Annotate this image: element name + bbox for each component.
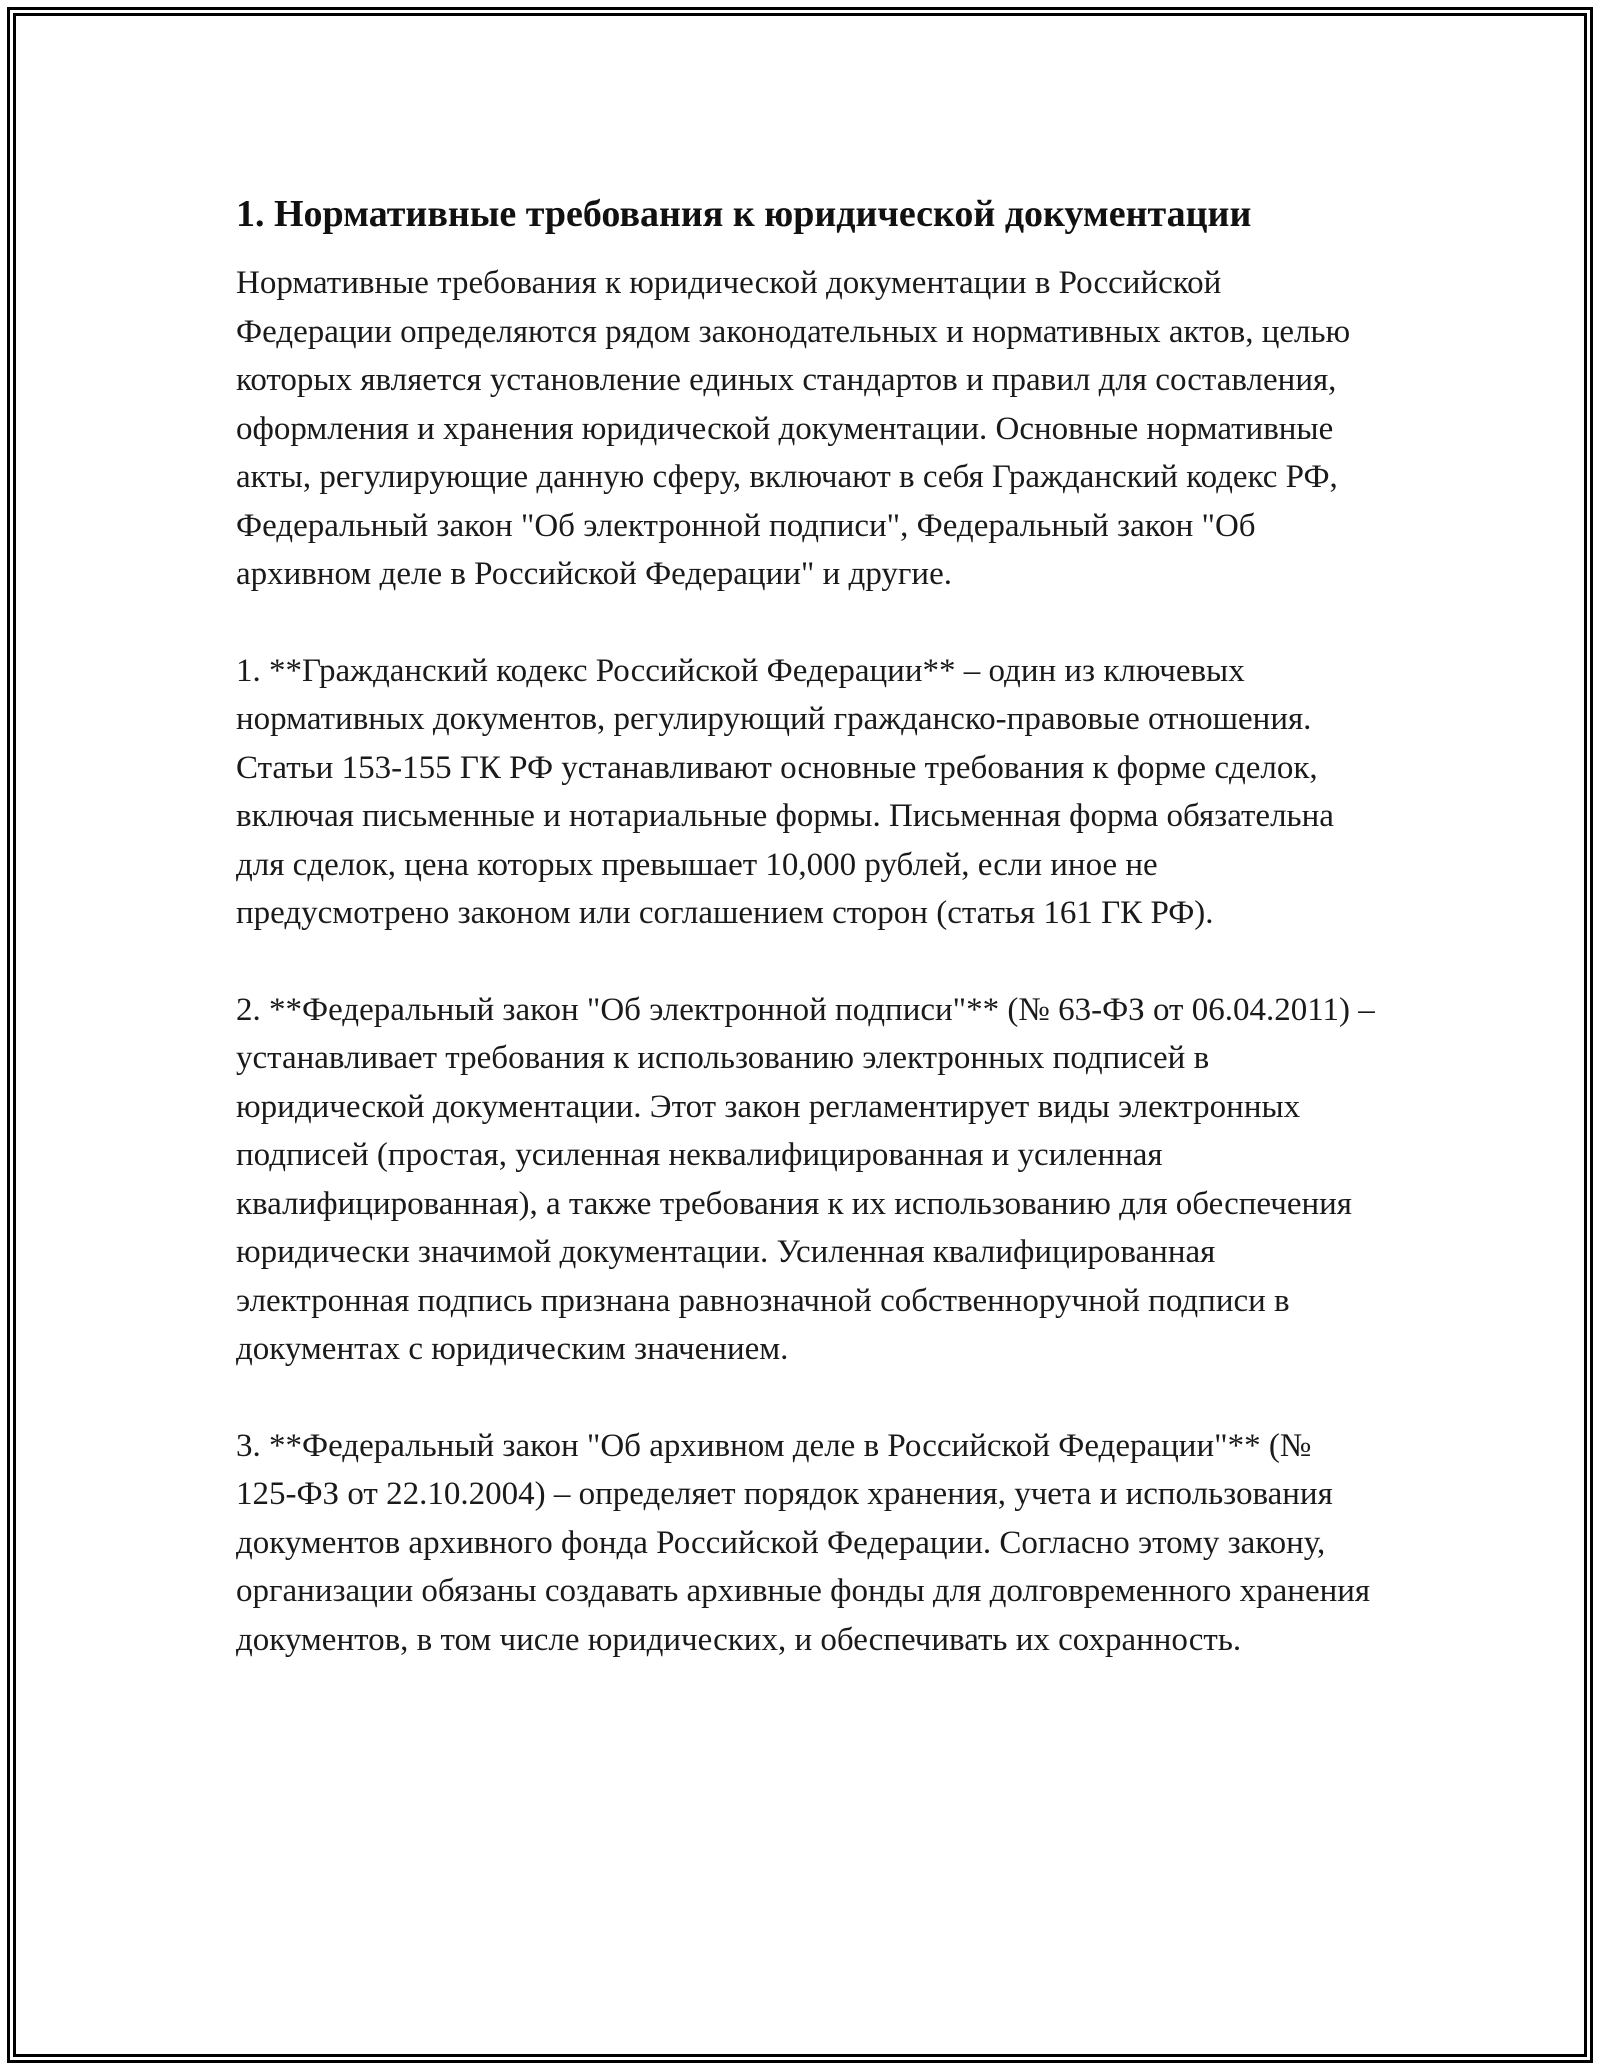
document-body [236, 188, 1376, 1664]
list-item-electronic-signature-law: 2. **Федеральный закон "Об электронной подписи"** (№ 63-ФЗ от 06.04.2011) – устанавливает требования к использованию электронных подписей в юридической документации. Этот закон регламентирует виды электронных подписей (простая, усиленная неквалифицированная и усиленная квалифицированная), а также требования к их использованию для обеспечения юридически значимой документации. Усиленная квалифицированная электронная подпись признана равнозначной собственноручной подписи в документах с юридическим значением. [236, 991, 1375, 1367]
section-heading: 1. Нормативные требования к юридической документации [236, 193, 1252, 235]
intro-paragraph: Нормативные требования к юридической документации в Российской Федерации определяются рядом законодательных и нормативных актов, целью которых является установление единых стандартов и правил для составления, оформления и хранения юридической документации. Основные нормативные акты, регулирующие данную сферу, включают в себя Гражданский кодекс РФ, Федеральный закон "Об электронной подписи", Федеральный закон "Об архивном деле в Российской Федерации" и другие. [236, 265, 1351, 592]
list-item-archive-law: 3. **Федеральный закон "Об архивном деле в Российской Федерации"** (№ 125-ФЗ от 22.10.2004) – определяет порядок хранения, учета и использования документов архивного фонда Российской Федерации. Согласно этому закону, организации обязаны создавать архивные фонды для долговременного хранения документов, в том числе юридических, и обеспечивать их сохранность. [236, 1427, 1371, 1658]
list-item-civil-code: 1. **Гражданский кодекс Российской Федерации** – один из ключевых нормативных документов, регулирующий гражданско-правовые отношения. Статьи 153-155 ГК РФ устанавливают основные требования к форме сделок, включая письменные и нотариальные формы. Письменная форма обязательна для сделок, цена которых превышает 10,000 рублей, если иное не предусмотрено законом или соглашением сторон (статья 161 ГК РФ). [236, 652, 1334, 931]
